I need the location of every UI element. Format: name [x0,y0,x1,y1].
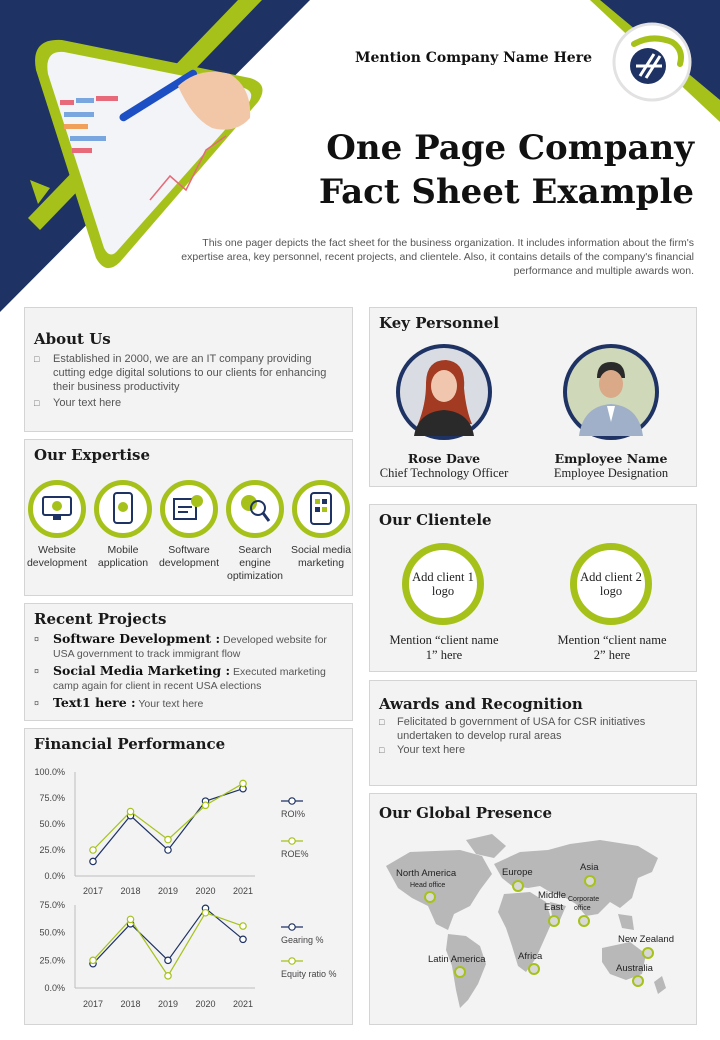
region-label: Europe [502,867,533,878]
y-tick-label: 75.0% [39,900,65,910]
social-media-icon [292,480,350,538]
expertise-panel [24,439,353,596]
about-item: Your text here [53,397,122,409]
expertise-label: Search engine optimization [226,544,284,582]
personnel-panel [369,307,697,487]
website-icon [28,480,86,538]
expertise-item [91,480,155,570]
region-label: Middle [538,890,566,901]
person-name: Employee Name [554,451,668,466]
y-tick-label: 25.0% [39,845,65,855]
region-sublabel: Head office [410,882,446,889]
x-tick-label: 2017 [82,886,104,896]
data-point [202,802,208,808]
region-label: Latin America [428,954,486,965]
project-item [53,696,347,711]
y-tick-label: 0.0% [44,983,65,993]
expertise-title: Our Expertise [34,446,151,464]
person-role: Chief Technology Officer [379,466,509,480]
financial-title: Financial Performance [34,735,226,753]
award-item: Felicitated b government of USA for CSR initiatives undertaken to develop rural areas [397,716,646,742]
x-tick-label: 2018 [120,999,141,1009]
legend-marker [289,838,295,844]
region-label: New Zealand [618,934,674,945]
region-label: East [544,902,564,913]
bullet-icon: □ [379,745,385,755]
legend-marker [289,924,295,930]
title-line-1: One Page Company [326,128,694,168]
client-logo-placeholder [402,543,484,625]
financial-panel [24,728,353,1025]
financial-charts [25,729,352,1024]
location-marker-icon [548,915,560,927]
clientele-title: Our Clientele [379,511,492,529]
award-item: Your text here [397,744,466,756]
data-point [90,847,96,853]
data-point [165,836,171,842]
location-marker-icon [578,915,590,927]
bullet-icon: ¤ [34,698,40,708]
about-panel [24,307,353,432]
project-item [53,632,347,661]
location-marker-icon [424,891,436,903]
location-marker-icon [512,880,524,892]
y-tick-label: 50.0% [39,819,65,829]
y-tick-label: 0.0% [44,871,65,881]
page-title [290,126,694,214]
series-line [93,913,243,976]
region-label: North America [396,868,457,879]
data-point [127,916,133,922]
legend-label: Gearing % [281,935,324,945]
awards-title: Awards and Recognition [379,695,583,713]
bullet-icon: □ [34,398,40,408]
title-line-2: Fact Sheet Example [318,172,694,212]
client-logo-text: Add client 2 logo [580,570,642,598]
expertise-label: Software development [158,544,220,569]
x-tick-label: 2020 [195,886,216,896]
data-point [165,973,171,979]
client-logo-placeholder [570,543,652,625]
project-item [53,664,347,693]
x-tick-label: 2021 [232,886,254,896]
project-head: Social Media Marketing : [53,663,231,678]
projects-title: Recent Projects [34,610,167,628]
y-tick-label: 75.0% [39,793,65,803]
bullet-icon: ¤ [34,634,40,644]
region-label: Asia [580,862,599,873]
mobile-icon [94,480,152,538]
avatar [396,344,492,440]
project-text: Executed marketing camp again for client in recent USA elections [53,666,326,692]
y-tick-label: 25.0% [39,955,65,966]
awards-panel [369,680,697,786]
expertise-label: Website development [26,544,88,569]
y-tick-label: 50.0% [39,927,65,938]
legend-marker [289,798,295,804]
x-tick-label: 2020 [195,999,216,1009]
avatar [563,344,659,440]
about-item: Established in 2000, we are an IT company providing cutting edge digital solutions to our clients for enhancing their business productivity [53,353,327,393]
presence-title: Our Global Presence [379,804,553,822]
project-head: Software Development : [53,631,221,646]
client-logo-text: Add client 1 logo [412,570,474,598]
bullet-icon: □ [379,717,385,727]
project-head: Text1 here : [53,695,136,710]
region-sublabel: Corporate [568,896,600,903]
project-text: Your text here [135,698,204,710]
x-tick-label: 2021 [232,999,254,1009]
x-tick-label: 2019 [157,886,179,896]
data-point [240,936,246,942]
software-icon [160,480,218,538]
expertise-item [25,480,89,570]
expertise-label: Social media marketing [290,544,352,569]
person-name: Rose Dave [407,451,481,466]
world-map [370,794,696,1024]
data-point [165,847,171,853]
bullet-icon: □ [34,354,40,364]
region-sublabel: office [574,905,591,912]
clientele-panel [369,504,697,672]
legend-label: ROI% [281,809,306,819]
data-point [90,858,96,864]
person-role: Employee Designation [553,466,669,480]
x-tick-label: 2019 [157,999,179,1009]
seo-icon [226,480,284,538]
client-caption: Mention “client name 1” here [389,633,499,662]
bullet-icon: ¤ [34,666,40,676]
projects-panel [24,603,353,721]
presence-panel [369,793,697,1025]
expertise-item [223,480,287,583]
data-point [240,923,246,929]
region-label: Australia [616,963,653,974]
data-point [240,780,246,786]
expertise-item [289,480,353,570]
region-label: Africa [518,951,543,962]
company-name: Mention Company Name Here [355,50,592,66]
x-tick-label: 2018 [120,886,141,896]
page-description: This one pager depicts the fact sheet for the business organization. It includes information about the firm's expertise area, key personnel, recent projects, and clientele. Also, it contains details of the company's financial performance and multiple awards won. [181,237,694,277]
data-point [90,957,96,963]
data-point [127,808,133,814]
location-marker-icon [642,947,654,959]
client-caption: Mention “client name 2” here [557,633,667,662]
legend-label: Equity ratio % [281,969,337,979]
y-tick-label: 100.0% [34,767,65,777]
project-text: Developed website for USA government to track immigrant flow [53,634,327,660]
location-marker-icon [528,963,540,975]
expertise-label: Mobile application [97,544,149,569]
location-marker-icon [632,975,644,987]
data-point [165,957,171,963]
legend-marker [289,958,295,964]
x-tick-label: 2017 [82,999,104,1009]
expertise-item [157,480,221,570]
legend-label: ROE% [281,849,309,859]
data-point [202,910,208,916]
about-title: About Us [34,330,111,348]
personnel-title: Key Personnel [379,314,500,332]
location-marker-icon [584,875,596,887]
location-marker-icon [454,966,466,978]
